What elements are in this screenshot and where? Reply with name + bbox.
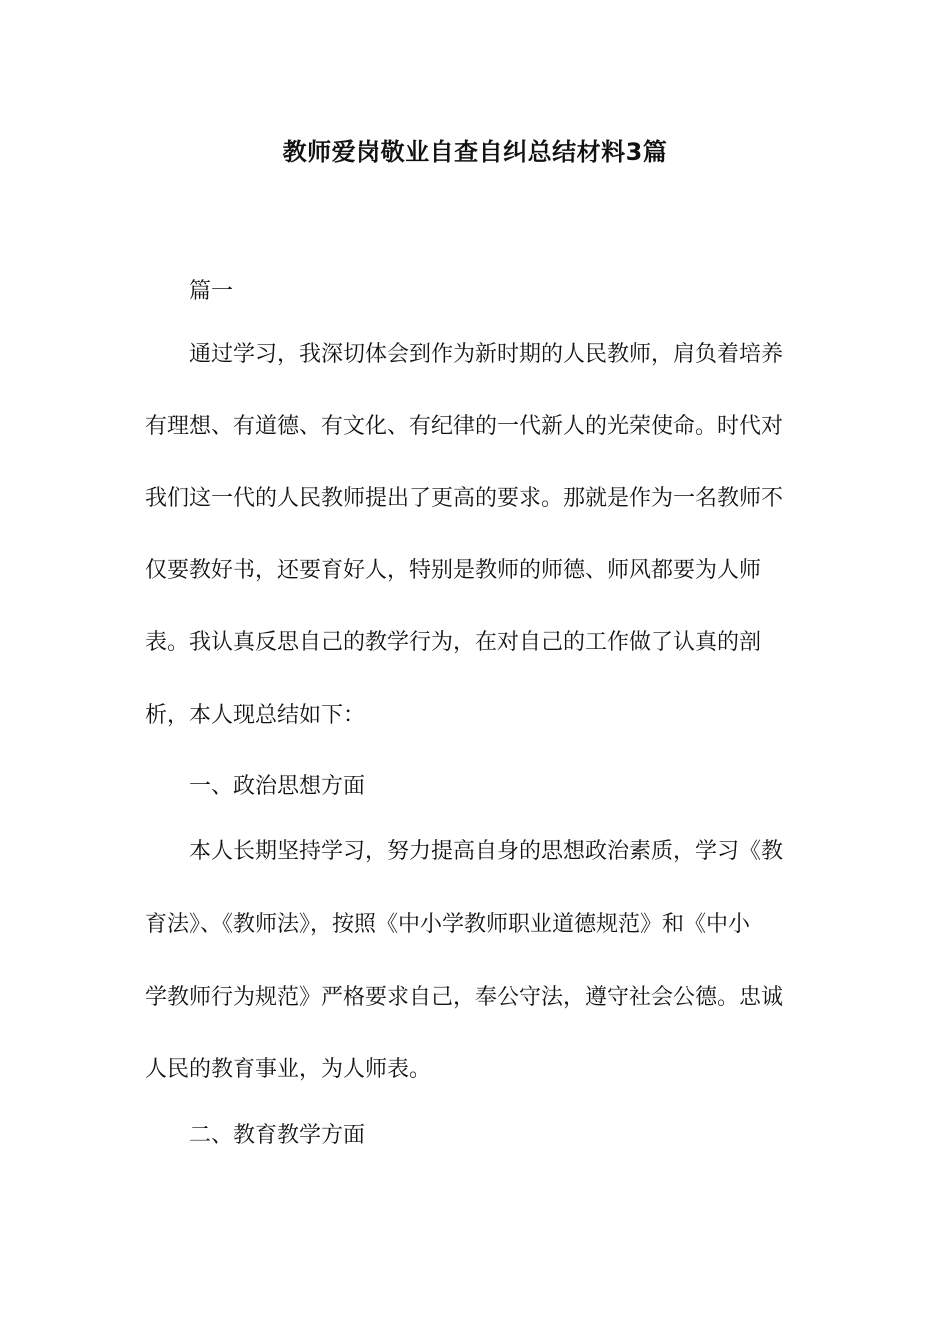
paragraph-line: 育法》、《教师法》，按照《中小学教师职业道德规范》和《中小: [145, 912, 751, 937]
section-heading-politics: 一、政治思想方面: [189, 774, 366, 799]
paragraph-line: 本人长期坚持学习，努力提高自身的思想政治素质，学习《教: [189, 839, 784, 864]
paragraph-line: 我们这一代的人民教师提出了更高的要求。那就是作为一名教师不: [145, 486, 784, 511]
section-heading-part-one: 篇一: [189, 279, 234, 304]
paragraph-line: 有理想、有道德、有文化、有纪律的一代新人的光荣使命。时代对: [145, 414, 784, 439]
document-title: 教师爱岗敬业自查自纠总结材料3篇: [282, 138, 668, 166]
paragraph-line: 析，本人现总结如下：: [145, 703, 366, 728]
paragraph-line: 表。我认真反思自己的教学行为，在对自己的工作做了认真的剖: [145, 630, 762, 655]
paragraph-line: 人民的教育事业，为人师表。: [145, 1057, 432, 1082]
paragraph-line: 通过学习，我深切体会到作为新时期的人民教师，肩负着培养: [189, 342, 784, 367]
section-heading-teaching: 二、教育教学方面: [189, 1123, 366, 1148]
paragraph-line: 学教师行为规范》严格要求自己，奉公守法，遵守社会公德。忠诚: [145, 985, 784, 1010]
paragraph-line: 仅要教好书，还要育好人，特别是教师的师德、师风都要为人师: [145, 558, 762, 583]
